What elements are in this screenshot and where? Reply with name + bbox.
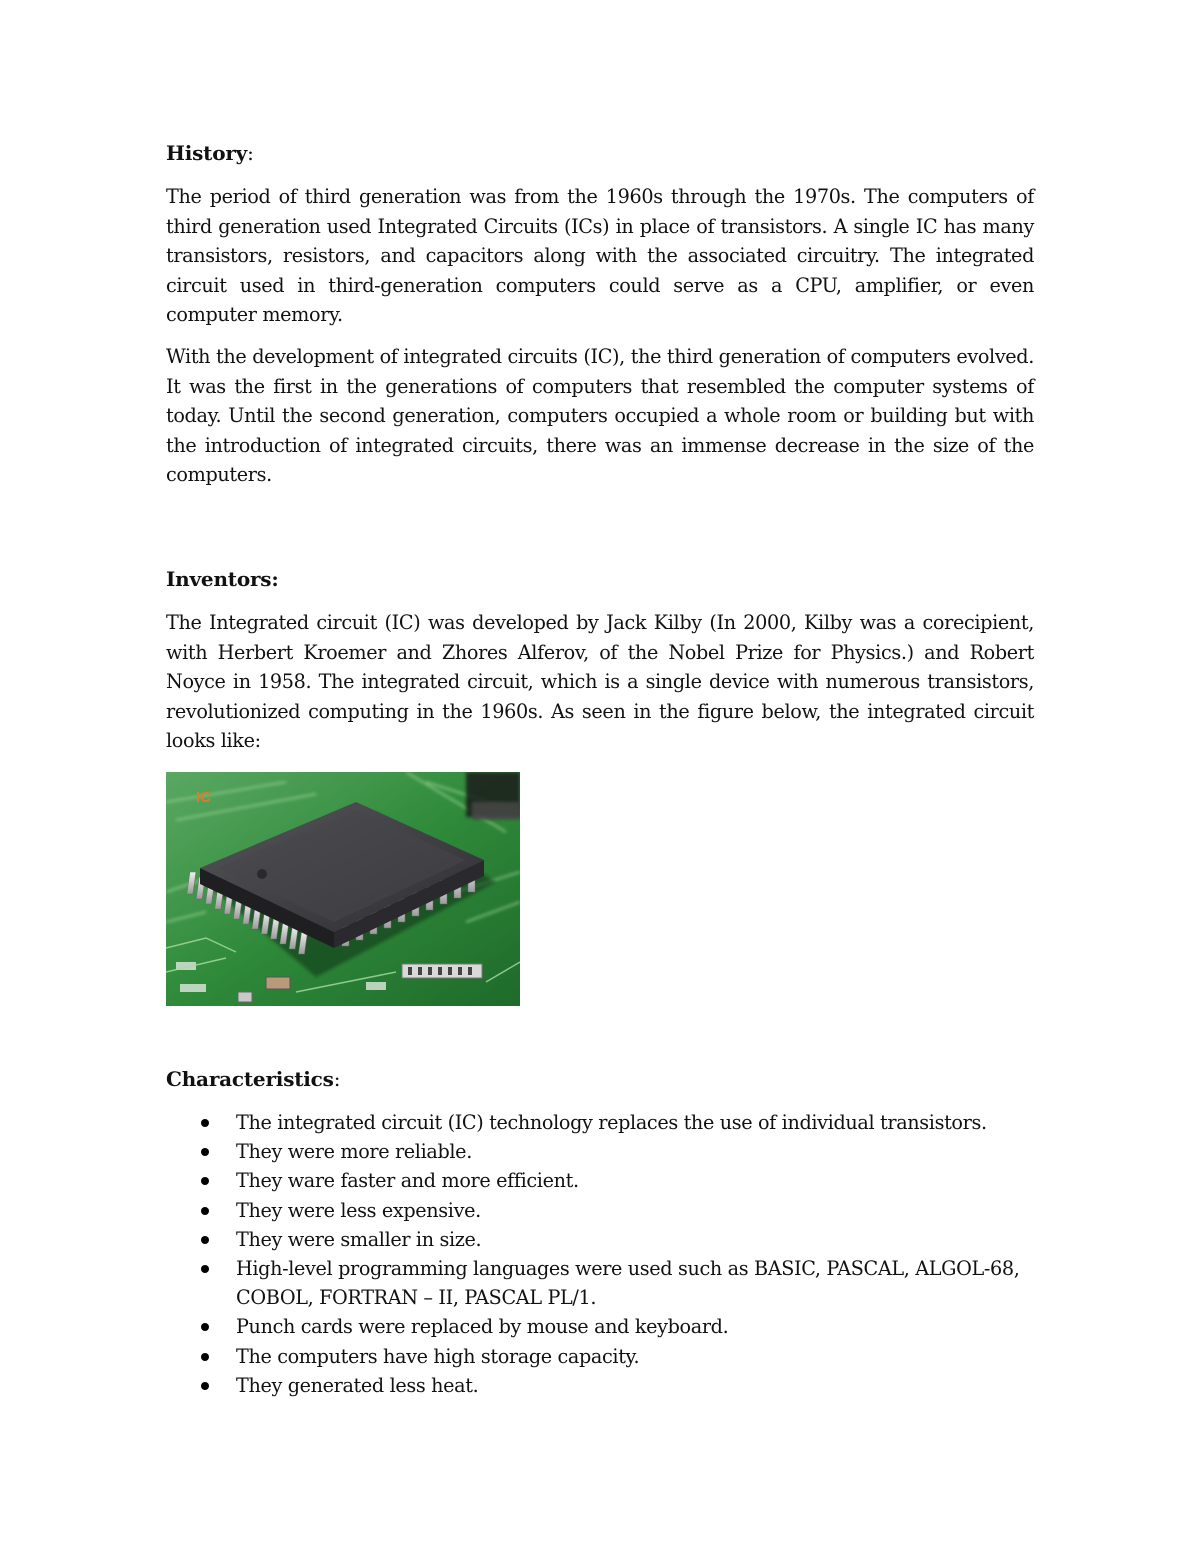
- list-item: [166, 1312, 1034, 1341]
- bullet-icon: [201, 1177, 209, 1185]
- history-heading: [166, 138, 1034, 168]
- bullet-icon: [201, 1236, 209, 1244]
- bullet-icon: [201, 1382, 209, 1390]
- bullet-icon: [201, 1265, 209, 1273]
- history-heading-colon: :: [247, 141, 254, 165]
- bullet-icon: [201, 1207, 209, 1215]
- list-item: [166, 1108, 1034, 1137]
- document-page: [166, 138, 1034, 1400]
- list-item-text: Punch cards were replaced by mouse and keyboard.: [236, 1315, 729, 1339]
- inventors-paragraph: The Integrated circuit (IC) was developed by Jack Kilby (In 2000, Kilby was a corecipient, with Herbert Kroemer and Zhores Alferov, of the Nobel Prize for Physics.) and Robert Noyce in 1958. The integrated circuit, which is a single device with numerous transistors, revolutionized computing in the 1960s. As seen in the figure below, the integrated circuit looks like:: [166, 610, 1034, 753]
- list-item-text: They were less expensive.: [236, 1198, 481, 1222]
- list-item: [166, 1342, 1034, 1371]
- history-paragraph-1: The period of third generation was from the 1960s through the 1970s. The computers of third generation used Integrated Circuits (ICs) in place of transistors. A single IC has many transistors, resistors, and capacitors along with the associated circuitry. The integrated circuit used in third-generation computers could serve as a CPU, amplifier, or even computer memory.: [166, 185, 1034, 327]
- list-item: [166, 1166, 1034, 1195]
- list-item: [166, 1254, 1034, 1312]
- list-item: [166, 1137, 1034, 1166]
- bullet-icon: [201, 1119, 209, 1127]
- bullet-icon: [201, 1323, 209, 1331]
- list-item-text: The integrated circuit (IC) technology replaces the use of individual transistors.: [236, 1110, 987, 1134]
- history-paragraph-2: With the development of integrated circuits (IC), the third generation of computers evolved. It was the first in the generations of computers that resembled the computer systems of today. Until the second generation, computers occupied a whole room or building but with the introduction of integrated circuits, there was an immense decrease in the size of the computers.: [166, 344, 1034, 487]
- list-item: [166, 1371, 1034, 1400]
- bullet-icon: [201, 1148, 209, 1156]
- list-item-text: High-level programming languages were used such as BASIC, PASCAL, ALGOL-68, COBOL, FORTRAN – II, PASCAL PL/1.: [236, 1256, 1020, 1310]
- characteristics-heading: [166, 1064, 1034, 1094]
- inventors-heading: [166, 564, 1034, 594]
- figure-overlay-label: IC: [196, 788, 211, 806]
- list-item: [166, 1225, 1034, 1254]
- list-item-text: They were more reliable.: [236, 1140, 472, 1164]
- bullet-icon: [201, 1353, 209, 1361]
- inventors-heading-text: Inventors:: [166, 566, 279, 591]
- list-item-text: They were smaller in size.: [236, 1227, 482, 1251]
- integrated-circuit-image: [166, 772, 520, 1006]
- characteristics-heading-colon: :: [333, 1066, 341, 1091]
- list-item: [166, 1196, 1034, 1225]
- list-item-text: The computers have high storage capacity.: [236, 1344, 640, 1368]
- history-heading-text: History: [166, 141, 248, 165]
- list-item-text: They generated less heat.: [236, 1373, 479, 1397]
- characteristics-list: [166, 1108, 1034, 1400]
- characteristics-heading-text: Characteristics: [166, 1066, 334, 1091]
- list-item-text: They ware faster and more efficient.: [236, 1169, 579, 1193]
